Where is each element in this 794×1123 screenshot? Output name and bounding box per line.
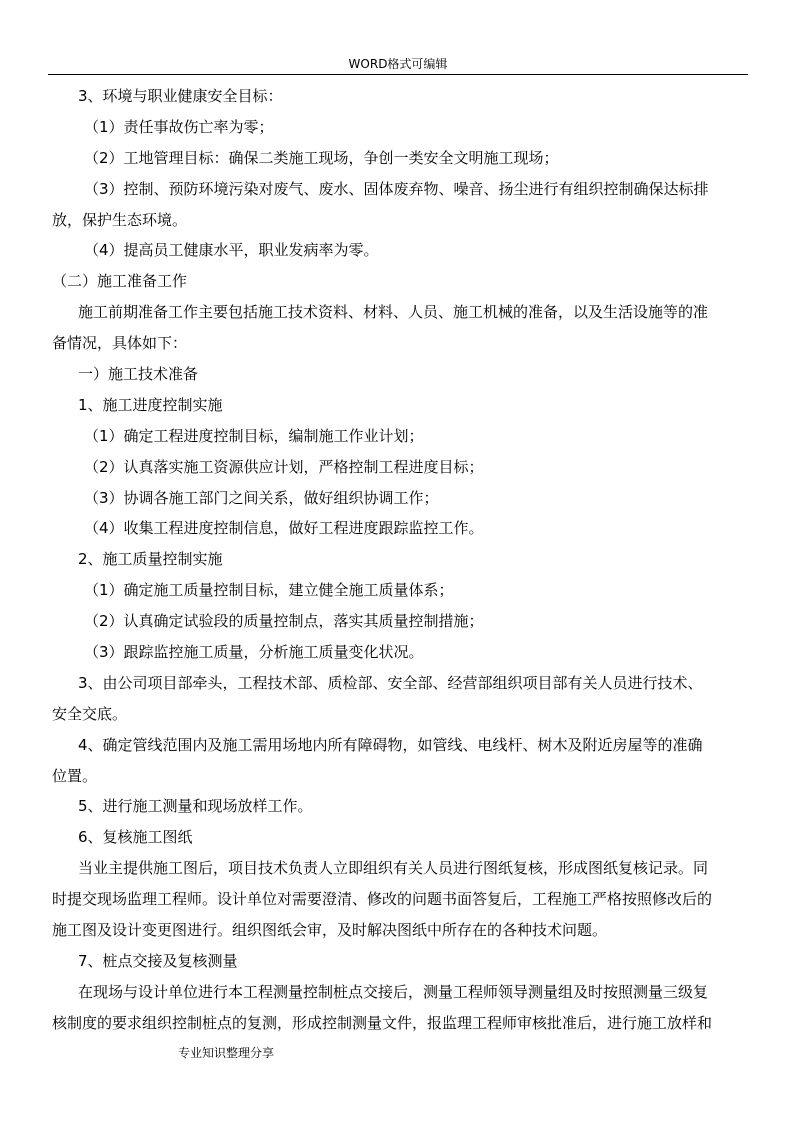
paragraph-line: 备情况，具体如下： xyxy=(52,334,188,353)
paragraph-line: 3、环境与职业健康安全目标： xyxy=(78,87,283,105)
paragraph-line: （4）收集工程进度控制信息，做好工程进度跟踪监控工作。 xyxy=(84,519,484,538)
paragraph-line: （4）提高员工健康水平，职业发病率为零。 xyxy=(84,241,379,260)
paragraph-line: 2、施工质量控制实施 xyxy=(78,550,223,569)
paragraph-line: 7、桩点交接及复核测量 xyxy=(78,951,238,970)
paragraph-line: 放，保护生态环境。 xyxy=(52,210,188,229)
paragraph-line: 在现场与设计单位进行本工程测量控制桩点交接后，测量工程师领导测量组及时按照测量三级复 xyxy=(78,982,709,1001)
document-body xyxy=(48,81,748,1039)
paragraph-line: （3）协调各施工部门之间关系，做好组织协调工作； xyxy=(84,488,439,507)
paragraph-line: 一）施工技术准备 xyxy=(78,365,199,384)
paragraph-line: 安全交底。 xyxy=(52,704,128,723)
paragraph-line: 4、确定管线范围内及施工需用场地内所有障碍物，如管线、电线杆、树木及附近房屋等的准确 xyxy=(78,735,703,754)
page-footer: 专业知识整理分享 xyxy=(178,1046,275,1060)
paragraph-line: （2）认真落实施工资源供应计划，严格控制工程进度目标； xyxy=(84,457,484,476)
paragraph-line: 施工前期准备工作主要包括施工技术资料、材料、人员、施工机械的准备，以及生活设施等的准 xyxy=(78,303,709,322)
paragraph-line: （1）责任事故伤亡率为零； xyxy=(84,117,274,136)
paragraph-line: 当业主提供施工图后，项目技术负责人立即组织有关人员进行图纸复核，形成图纸复核记录。同 xyxy=(78,859,709,878)
paragraph-line: 施工图及设计变更图进行。组织图纸会审，及时解决图纸中所存在的各种技术问题。 xyxy=(52,921,608,940)
paragraph-line: 位置。 xyxy=(52,766,98,785)
paragraph-line: （3）控制、预防环境污染对废气、废水、固体废弃物、噪音、扬尘进行有组织控制确保达标排 xyxy=(84,179,709,198)
paragraph-line: （1）确定施工质量控制目标，建立健全施工质量体系； xyxy=(84,581,454,600)
paragraph-line: 核制度的要求组织控制桩点的复测，形成控制测量文件，报监理工程师审核批准后，进行施工放样和 xyxy=(52,1013,713,1032)
paragraph-line: （1）确定工程进度控制目标，编制施工作业计划； xyxy=(84,426,424,445)
header-text: WORD格式可编辑 xyxy=(348,57,448,71)
paragraph-line: （3）跟踪监控施工质量，分析施工质量变化状况。 xyxy=(84,643,424,662)
paragraph-line: 5、进行施工测量和现场放样工作。 xyxy=(78,797,313,816)
paragraph-line: 3、由公司项目部牵头，工程技术部、质检部、安全部、经营部组织项目部有关人员进行技术、 xyxy=(78,673,703,692)
paragraph-line: 6、复核施工图纸 xyxy=(78,828,193,847)
paragraph-line: 时提交现场监理工程师。设计单位对需要澄清、修改的问题书面答复后，工程施工严格按照修改后的 xyxy=(52,890,713,909)
paragraph-line: （二）施工准备工作 xyxy=(52,272,188,291)
paragraph-line: （2）工地管理目标：确保二类施工现场，争创一类安全文明施工现场； xyxy=(84,148,559,167)
paragraph-line: （2）认真确定试验段的质量控制点，落实其质量控制措施； xyxy=(84,612,484,631)
paragraph-line: 1、施工进度控制实施 xyxy=(78,395,223,414)
page-header xyxy=(48,56,748,75)
